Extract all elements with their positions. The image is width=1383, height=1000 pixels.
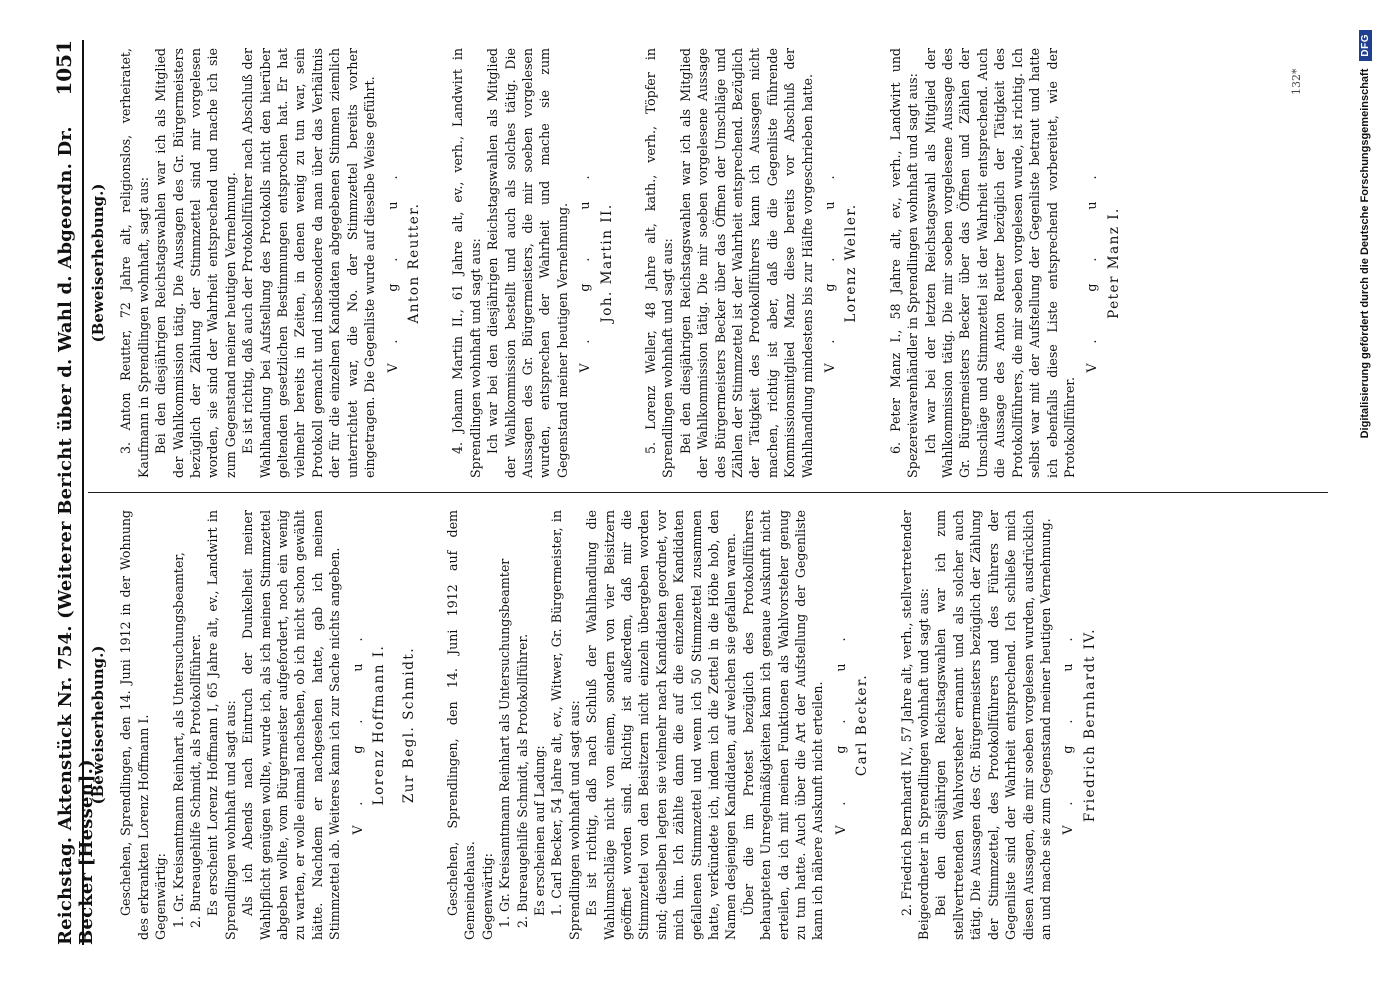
- paragraph: Es erscheint Lorenz Hoffmann I, 65 Jahre alt, ev., Landwirt in Sprendlingen wohnhaft und sagt aus:: [205, 510, 238, 940]
- vgu-mark: V. g. u.: [1060, 615, 1076, 835]
- paragraph: 6. Peter Manz I., 58 Jahre alt, ev., verh., Landwirt und Spezereiwarenhändler in Sprendlingen wohnhaft und sagt aus:: [887, 48, 921, 478]
- right-column: [90, 48, 1135, 478]
- list-item: 1. Gr. Kreisamtmann Reinhart als Untersuchungsbeamter: [497, 558, 513, 928]
- section-title: (Beweiserhebung.): [89, 645, 107, 805]
- section-title: (Beweiserhebung.): [89, 183, 107, 343]
- paragraph: Geschehen, Sprendlingen, den 14. Juni 1912 auf dem Gemeindehaus.: [444, 510, 478, 940]
- signature: Lorenz Weller.: [843, 203, 860, 323]
- sheet-stamp: 132*: [1290, 68, 1303, 95]
- paragraph: Bei den diesjährigen Reichstagswahlen war ich zum stellvertretenden Wahlvorsteher ernannt und als solcher auch tätig. Die Aussagen des Gr. Bürgermeisters bezüglich der Zählung der Stimmzettel, des Protokollführers und des Führers der Gegenliste sind der Wahrheit entsprechend. Ich schließe mich diesen Aussagen, die mir soeben vorgelesen wurden, ausdrücklich an und mache sie zum Gegenstand meiner heutigen Vernehmung.: [933, 510, 1053, 940]
- page-header: [52, 40, 97, 945]
- paragraph: 3. Anton Reutter, 72 Jahre alt, religionslos, verheiratet, Kaufmann in Sprendlingen wohnhaft, sagt aus:: [118, 48, 151, 478]
- signature: Joh. Martin II.: [598, 203, 615, 323]
- dfg-logo: DFG: [1359, 30, 1372, 61]
- paragraph: Als ich Abends nach Eintruch der Dunkelheit meiner Wahlpflicht genügen wollte, wurde ich, als ich meinen Stimmzettel abgeben wollte, vom Bürgermeister aufgefordert, noch ein wenig zu warten, er wolle einmal nachsehen, ob ich nicht schon gewählt hätte. Nachdem er nachgesehen hatte, gab ich meinen Stimmzettel ab. Weiteres kann ich zur Sache nichts angeben.: [240, 510, 343, 940]
- paragraph: 5. Lorenz Weller, 48 Jahre alt, kath., verh., Töpfer in Sprendlingen wohnhaft und sagt aus:: [642, 48, 676, 478]
- list-item: 2. Bureaugehilfe Schmidt, als Protokollführer.: [188, 633, 204, 928]
- vgu-mark: V. g. u.: [1084, 153, 1100, 373]
- left-column: [90, 510, 1111, 940]
- vgu-mark: V. g. u.: [832, 615, 848, 835]
- signature: Anton Reutter.: [405, 202, 422, 324]
- vgu-mark: V. g. u.: [384, 153, 400, 373]
- paragraph: 1. Carl Becker, 54 Jahre alt, ev., Witwer, Gr. Bürgermeister, in Sprendlingen wohnhaft und sagt aus:: [549, 510, 582, 940]
- vgu-mark: V. g. u.: [822, 153, 838, 373]
- paragraph: Es erscheinen auf Ladung:: [531, 745, 547, 916]
- paragraph: Ich war bei der letzten Reichstagswahl als Mitglied der Wahlkommission tätig. Die mir soeben vorgelesene Aussage des Gr. Bürgermeisters Becker über das Öffnen und Zählen der Umschläge und Stimmzettel ist der Wahrheit entsprechend. Auch die Aussage des Anton Reutter bezüglich der Tätigkeit des Protokollführers, die mir soeben vorgelesen wurde, ist richtig. Ich selbst war mit der Aufstellung der Gegenliste betraut und hatte ich ebenfalls diese Liste entsprechend vorbereitet, wie der Protokollführer.: [922, 48, 1077, 478]
- signature: Lorenz Hoffmann I.: [371, 644, 388, 806]
- digitization-footer: [1355, 30, 1375, 990]
- header-rule: [82, 40, 84, 945]
- paragraph: 2. Friedrich Bernhardt IV., 57 Jahre alt, verh., stellvertretender Beigeordneter in Sprendlingen wohnhaft und sagt aus:: [898, 510, 932, 940]
- header-title: Reichstag. Aktenstück Nr. 754. (Weiterer Bericht über d. Wahl d. Abgeordn. Dr. Becker [Hessen].): [55, 126, 97, 945]
- column-divider: [88, 492, 1328, 493]
- list-item: 2. Bureaugehilfe Schmidt, als Protokollführer.: [514, 633, 530, 928]
- paragraph: Geschehen, Sprendlingen, den 14. Juni 1912 in der Wohnung des erkrankten Lorenz Hoffmann I.: [118, 510, 151, 940]
- signature: Peter Manz I.: [1105, 207, 1122, 319]
- signature: Carl Becker.: [854, 673, 871, 777]
- digitization-note: Digitalisierung gefördert durch die Deutsche Forschungsgemeinschaft: [1359, 68, 1371, 439]
- paragraph: Es ist richtig, daß auch der Protokollführer nach Abschluß der Wahlhandlung bei Aufstellung des Protokolls nicht den hierüber geltenden gesetzlichen Bestimmungen entsprochen hat. Er hat vielmehr bereits in Zeiten, in denen wenig zu tun war, sein Protokoll gemacht und insbesondere da man über das Verhältnis der für die einzelnen Kandidaten abgegebenen Stimmen ziemlich unterrichtet war, die No. der Stimmzettel bereits vorher eingetragen. Die Gegenliste wurde auf dieselbe Weise geführt.: [240, 48, 378, 478]
- paragraph: Ich war bei den diesjährigen Reichstagswahlen als Mitglied der Wahlkommission bestellt und auch als solches tätig. Die Aussagen des Gr. Bürgermeisters, die mir soeben vorgelesen wurden, entsprechen der Wahrheit und mache sie zum Gegenstand meiner heutigen Vernehmung.: [485, 48, 570, 478]
- paragraph: Gegenwärtig:: [153, 853, 169, 940]
- page-number: 1051: [52, 40, 76, 96]
- paragraph: 4. Johann Martin II., 61 Jahre alt, ev., verh., Landwirt in Sprendlingen wohnhaft und sagt aus:: [450, 48, 483, 478]
- paragraph: Bei den diesjährigen Reichstagswahlen war ich als Mitglied der Wahlkommission tätig. Die Aussagen des Gr. Bürgermeisters bezüglich der Zählung der Stimmzettel sind mir vorgelesen worden, sie sind der Wahrheit entsprechend und mache ich sie zum Gegenstand meiner heutigen Vernehmung.: [153, 48, 238, 478]
- signature: Friedrich Bernhardt IV.: [1081, 627, 1098, 823]
- paragraph: Bei den diesjährigen Reichstagswahlen war ich als Mitglied der Wahlkommission tätig. Die mir soeben vorgelesene Aussage des Bürgermeisters Becker über das Öffnen der Umschläge und Zählen der Stimmzettel ist der Wahrheit entsprechend. Bezüglich der Tätigkeit des Protokollführers kann ich Aussagen nicht machen, richtig ist aber, daß die die Gegenliste führende Kommissionsmitglied Manz diese bereits vor Abschluß der Wahlhandlung mindestens bis zur Hälfte vorgeschrieben hatte.: [677, 48, 815, 478]
- signature: Zur Begl. Schmidt.: [400, 646, 417, 804]
- list-item: 1. Gr. Kreisamtmann Reinhart, als Untersuchungsbeamter,: [170, 552, 186, 928]
- paragraph: Gegenwärtig:: [479, 853, 495, 940]
- paragraph: Es ist richtig, daß nach Schluß der Wahlhandlung die Wahlumschläge nicht von einem, sondern von vier Beisitzern geöffnet worden sind. Richtig ist außerdem, daß mir die Stimmzettel von den Beisitzern nicht einzeln übergeben worden sind; dieselben legten sie vielmehr nach Kandidaten geordnet, vor mich hin. Ich zählte dann die auf die einzelnen Kandidaten gefallenen Stimmzettel und wenn ich 50 Stimmzettel zusammen hatte, verkündete ich, indem ich die Zettel in die Höhe hob, den Namen desjenigen Kandidaten, auf welchen sie gefallen waren.: [584, 510, 739, 940]
- paragraph: Über die im Protest bezüglich des Protokollführers behaupteten Unregelmäßigkeiten kann ich genaue Auskunft nicht erteilen, da ich mit meinen Funktionen als Wahlvorsteher genug zu tun hatte. Auch über die Art der Aufstellung der Gegenliste kann ich nähere Auskunft nicht erteilen.: [740, 510, 826, 940]
- vgu-mark: V. g. u.: [349, 615, 365, 835]
- vgu-mark: V. g. u.: [577, 153, 593, 373]
